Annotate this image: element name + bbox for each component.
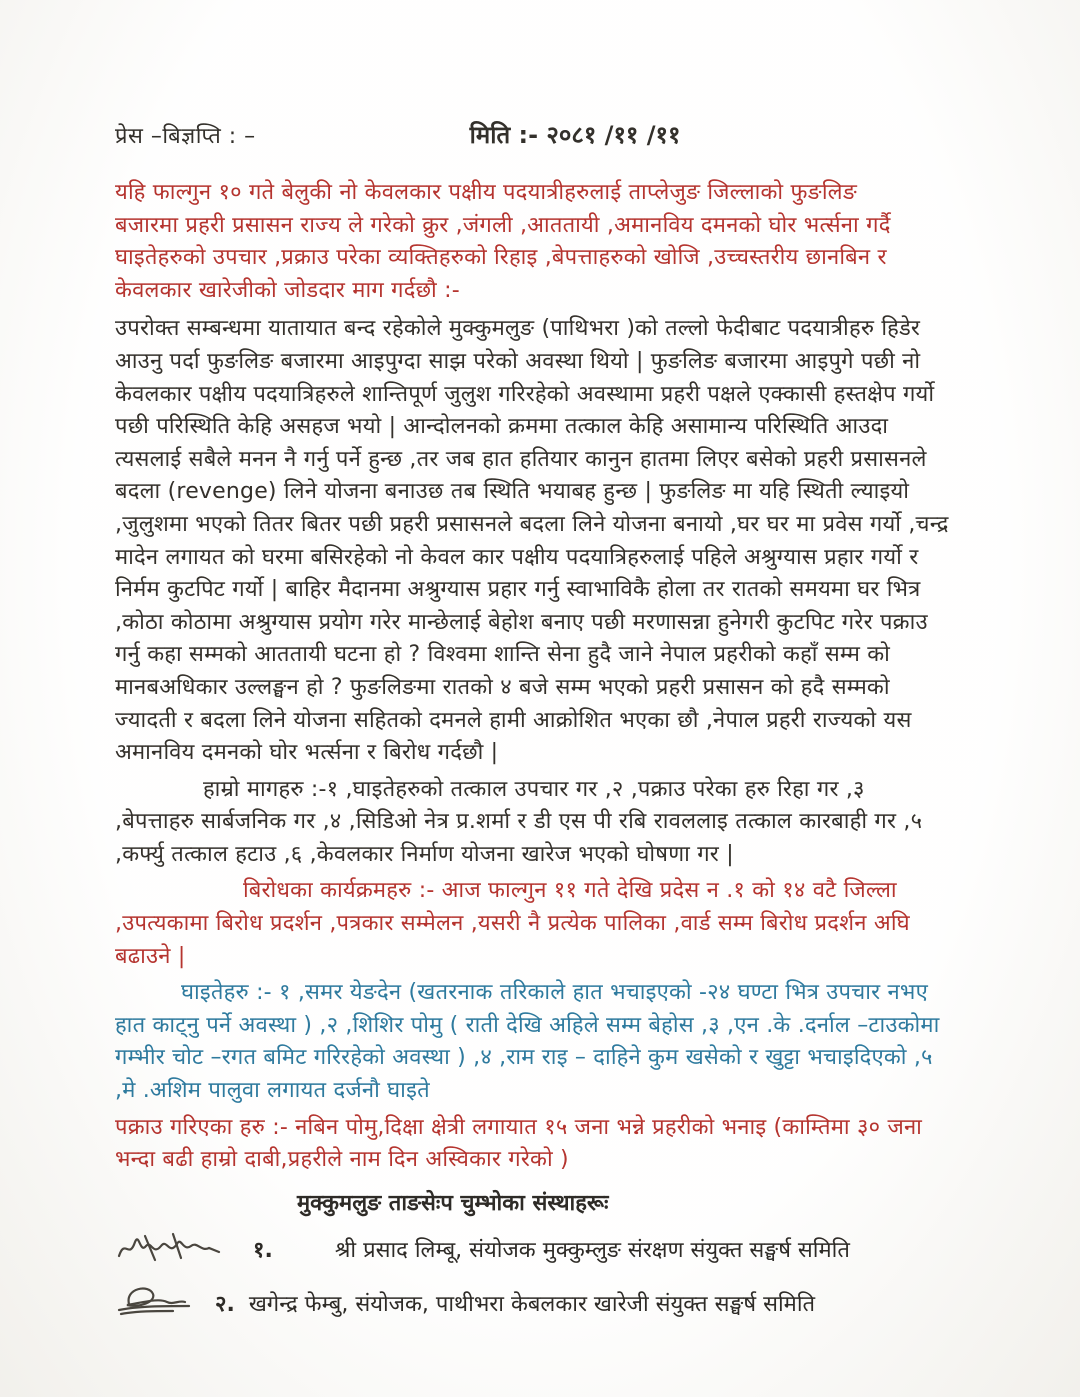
- document-body: [115, 177, 970, 1177]
- text-line: बिरोधका कार्यक्रमहरु :- आज फाल्गुन ११ गते देखि प्रदेस न .१ को १४ वटै जिल्ला: [243, 878, 897, 904]
- section-arrested: [115, 1112, 970, 1177]
- text-line: ,मे .अशिम पालुवा लगायत दर्जनौ घाइते: [115, 1078, 430, 1104]
- text-line: पछी परिस्थिति केहि असहज भयो | आन्दोलनको क्रममा तत्काल केहि असामान्य परिस्थिति आउदा: [115, 414, 889, 440]
- signatory-row-2: [115, 1277, 970, 1329]
- text-line: ,उपत्यकामा बिरोध प्रदर्शन ,पत्रकार सम्मेलन ,यसरी नै प्रत्येक पालिका ,वार्ड सम्म बिरोध प्रदर्शन अघि: [115, 911, 910, 937]
- text-line: ज्यादती र बदला लिने योजना सहितको दमनले हामी आक्रोशित भएका छौ ,नेपाल प्रहरी राज्यको यस: [115, 707, 912, 733]
- date-label: मिति :- २०८१ /११ /११: [469, 121, 681, 149]
- section-injured: [115, 977, 970, 1107]
- text-line: ,बेपत्ताहरु सार्बजनिक गर ,४ ,सिडिओ नेत्र प्र.शर्मा र डी एस पी रबि रावललाइ तत्काल कारबाही गर ,५: [115, 809, 923, 835]
- text-line: त्यसलाई सबैले मनन नै गर्नु पर्ने हुन्छ ,तर जब हात हतियार कानुन हातमा लिएर बसेको प्रहरी प्रसासनले: [115, 446, 927, 472]
- text-line: यहि फाल्गुन १० गते बेलुकी नो केवलकार पक्षीय पदयात्रीहरुलाई ताप्लेजुङ जिल्लाको फुङलिङ: [115, 180, 857, 205]
- text-line: मानबअधिकार उल्लङ्घन हो ? फुङलिङमा रातको ४ बजे सम्म भएको प्रहरी प्रसासन को हदै सम्मको: [115, 674, 890, 700]
- text-line: गम्भीर चोट –रगत बमिट गरिरहेको अवस्था ) ,४ ,राम राइ – दाहिने कुम खसेको र खुट्टा भचाइदिएको ,५: [115, 1045, 933, 1071]
- text-line: पक्राउ गरिएका हरु :- नबिन पोमु,दिक्षा क्षेत्री लगायात १५ जना भन्ने प्रहरीको भनाइ (काम्तिमा ३० जना: [115, 1114, 923, 1140]
- text-line: हात काट्नु पर्ने अवस्था ) ,२ ,शिशिर पोमु ( राती देखि अहिले सम्म बेहोस ,३ ,एन .के .दर्नाल –टाउकोमा: [115, 1012, 940, 1038]
- text-line: मादेन लगायत को घरमा बसिरहेको नो केवल कार पक्षीय पदयात्रिहरुलाई पहिले अश्रुग्यास प्रहार गर्यो र: [115, 544, 919, 570]
- text-line: ,जुलुशमा भएको तितर बितर पछी प्रहरी प्रसासनले बदला लिने योजना बनायो ,घर घर मा प्रवेस गर्यो ,चन्द्र: [115, 511, 949, 537]
- section-demands: [115, 774, 970, 872]
- text-line: हाम्रो मागहरु :-१ ,घाइतेहरुको तत्काल उपचार गर ,२ ,पक्राउ परेका हरु रिहा गर ,३: [203, 776, 865, 802]
- text-line: भन्दा बढी हाम्रो दाबी,प्रहरीले नाम दिन अस्विकार गरेको ): [115, 1147, 569, 1173]
- section-intro: [115, 177, 970, 307]
- signature-2-scribble: [115, 1280, 205, 1326]
- organizations-heading: मुक्कुमलुङ ताङसेःप चुम्भोका संस्थाहरूः: [297, 1190, 609, 1216]
- section-programs: [115, 875, 970, 973]
- signatory-1-number: १.: [253, 1237, 273, 1263]
- signature-1-scribble: [115, 1226, 225, 1272]
- text-line: ,कोठा कोठामा अश्रुग्यास प्रयोग गरेर मान्छेलाई बेहोश बनाए पछी मरणासन्ना हुनेगरी कुटपिट गरेर पक्राउ: [115, 609, 928, 635]
- text-line: घाइतेहरु :- १ ,समर येङदेन (खतरनाक तरिकाले हात भचाइएको -२४ घण्टा भित्र उपचार नभए: [181, 980, 928, 1006]
- text-line: उपरोक्त सम्बन्धमा यातायात बन्द रहेकोले मुक्कुमलुङ (पाथिभरा )को तल्लो फेदीबाट पदयात्रीहरु हिडेर: [115, 316, 921, 342]
- press-release-label: प्रेस –बिज्ञप्ति : –: [115, 124, 256, 149]
- section-body: [115, 313, 970, 769]
- text-line: ,कर्फ्यु तत्काल हटाउ ,६ ,केवलकार निर्माण योजना खारेज भएको घोषणा गर |: [115, 841, 734, 867]
- signatory-row-1: [115, 1223, 970, 1275]
- text-line: केवलकार खारेजीको जोडदार माग गर्दछौ :-: [115, 277, 460, 303]
- text-line: आउनु पर्दा फुङलिङ बजारमा आइपुग्दा साझ परेको अवस्था थियो | फुङलिङ बजारमा आइपुगे पछी नो: [115, 348, 921, 374]
- signatory-1-text: श्री प्रसाद लिम्बू, संयोजक मुक्कुम्लुङ संरक्षण संयुक्त सङ्घर्ष समिति: [334, 1237, 850, 1263]
- text-line: अमानविय दमनको घोर भर्त्सना र बिरोध गर्दछौ |: [115, 740, 499, 766]
- signatory-2-number: २.: [215, 1291, 235, 1317]
- text-line: घाइतेहरुको उपचार ,प्रक्राउ परेका व्यक्तिहरुको रिहाइ ,बेपत्ताहरुको खोजि ,उच्चस्तरीय छानबिन र: [115, 245, 887, 271]
- document-header: [115, 118, 970, 151]
- text-line: बदला (revenge) लिने योजना बनाउछ तब स्थिति भयाबह हुन्छ | फुङलिङ मा यहि स्थिती ल्याइयो: [115, 479, 910, 505]
- text-line: गर्नु कहा सम्मको आततायी घटना हो ? विश्वमा शान्ति सेना हुदै जाने नेपाल प्रहरीको कहाँ सम्म को: [115, 642, 891, 668]
- text-line: बजारमा प्रहरी प्रसासन राज्य ले गरेको क्रुर ,जंगली ,आततायी ,अमानविय दमनको घोर भर्त्सना गर्दै: [115, 212, 891, 238]
- text-line: केवलकार पक्षीय पदयात्रिहरुले शान्तिपूर्ण जुलुश गरिरहेको अवस्थामा प्रहरी पक्षले एक्कासी हस्तक्षेप गर्यो: [115, 381, 935, 407]
- text-line: बढाउने |: [115, 943, 186, 969]
- text-line: निर्मम कुटपिट गर्यो | बाहिर मैदानमा अश्रुग्यास प्रहार गर्नु स्वाभाविकै होला तर रातको समयमा घर भित्र: [115, 577, 921, 603]
- signatory-2-text: खगेन्द्र फेम्बु, संयोजक, पाथीभरा केबलकार खारेजी संयुक्त सङ्घर्ष समिति: [248, 1291, 816, 1317]
